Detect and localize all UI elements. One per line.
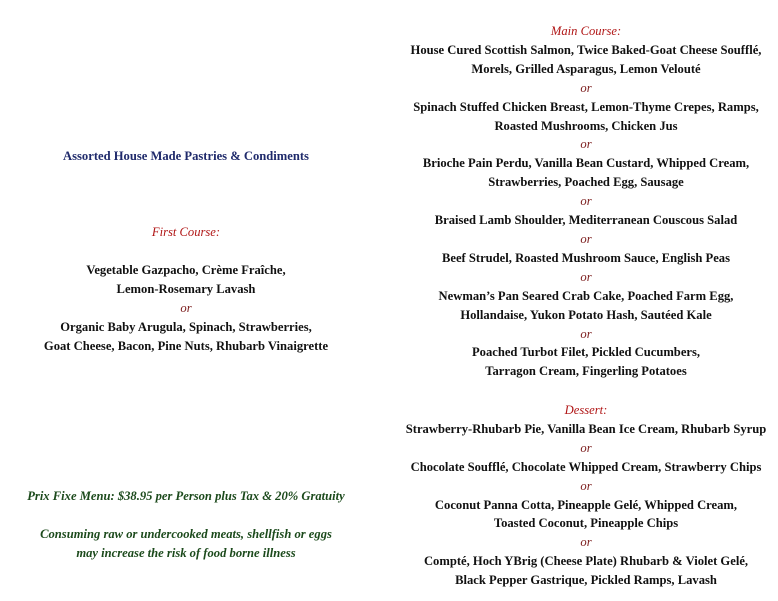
menu-item-line: Brioche Pain Perdu, Vanilla Bean Custard, Whipped Cream, [422,156,750,171]
menu-item-line: Beef Strudel, Roasted Mushroom Sauce, English Peas [441,250,731,265]
warning-line: Consuming raw or undercooked meats, shellfish or eggs [40,527,332,541]
prix-fixe-note: Prix Fixe Menu: $38.95 per Person plus Tax & 20% Gratuity [27,489,345,503]
or-separator: or [580,194,592,209]
or-separator: or [580,535,592,550]
or-separator: or [580,80,592,95]
menu-item-line: Chocolate Soufflé, Chocolate Whipped Cream, Strawberry Chips [410,459,762,474]
or-separator: or [580,231,592,246]
menu-item-line: Roasted Mushrooms, Chicken Jus [494,118,678,133]
menu-item-line: Poached Turbot Filet, Pickled Cucumbers, [471,345,701,360]
menu-item-line: Goat Cheese, Bacon, Pine Nuts, Rhubarb Vinaigrette [43,338,329,353]
menu-item-line: Black Pepper Gastrique, Pickled Ramps, Lavash [455,573,717,588]
menu-item-line: Lemon-Rosemary Lavash [116,281,256,296]
first-course-heading: First Course: [151,225,221,239]
or-separator: or [580,478,592,493]
menu-item-line: Spinach Stuffed Chicken Breast, Lemon-Thyme Crepes, Ramps, [413,99,759,114]
main-course-heading: Main Course: [550,24,622,38]
menu-item-line: House Cured Scottish Salmon, Twice Baked-Goat Cheese Soufflé, [410,42,762,57]
or-separator: or [580,137,592,152]
menu-item-line: Organic Baby Arugula, Spinach, Strawberries, [60,319,312,334]
menu-item-line: Tarragon Cream, Fingerling Potatoes [485,364,687,379]
warning-line: may increase the risk of food borne illness [76,545,296,560]
or-separator: or [580,326,592,341]
or-separator: or [580,269,592,284]
menu-item-line: Strawberry-Rhubarb Pie, Vanilla Bean Ice Cream, Rhubarb Syrup [405,421,767,436]
main-course-section [394,22,778,381]
menu-item-line: Morels, Grilled Asparagus, Lemon Velouté [471,61,701,76]
menu-item-line: Newman’s Pan Seared Crab Cake, Poached Farm Egg, [438,288,734,303]
menu-item-line: Hollandaise, Yukon Potato Hash, Sautéed Kale [460,307,712,322]
menu-item-line: Braised Lamb Shoulder, Mediterranean Couscous Salad [434,213,738,228]
or-separator: or [180,300,192,315]
menu-item-line: Compté, Hoch YBrig (Cheese Plate) Rhubarb & Violet Gelé, [423,554,749,569]
dessert-heading: Dessert: [564,403,608,417]
or-separator: or [580,440,592,455]
menu-item-line: Vegetable Gazpacho, Crème Fraîche, [86,263,286,277]
pastries-line: Assorted House Made Pastries & Condiments [63,149,309,163]
food-safety-warning [0,525,372,563]
first-course-list [0,261,372,356]
menu-item-line: Strawberries, Poached Egg, Sausage [488,175,684,190]
menu-item-line: Toasted Coconut, Pineapple Chips [493,516,679,531]
dessert-section [394,401,778,590]
menu-item-line: Coconut Panna Cotta, Pineapple Gelé, Whipped Cream, [434,497,738,512]
